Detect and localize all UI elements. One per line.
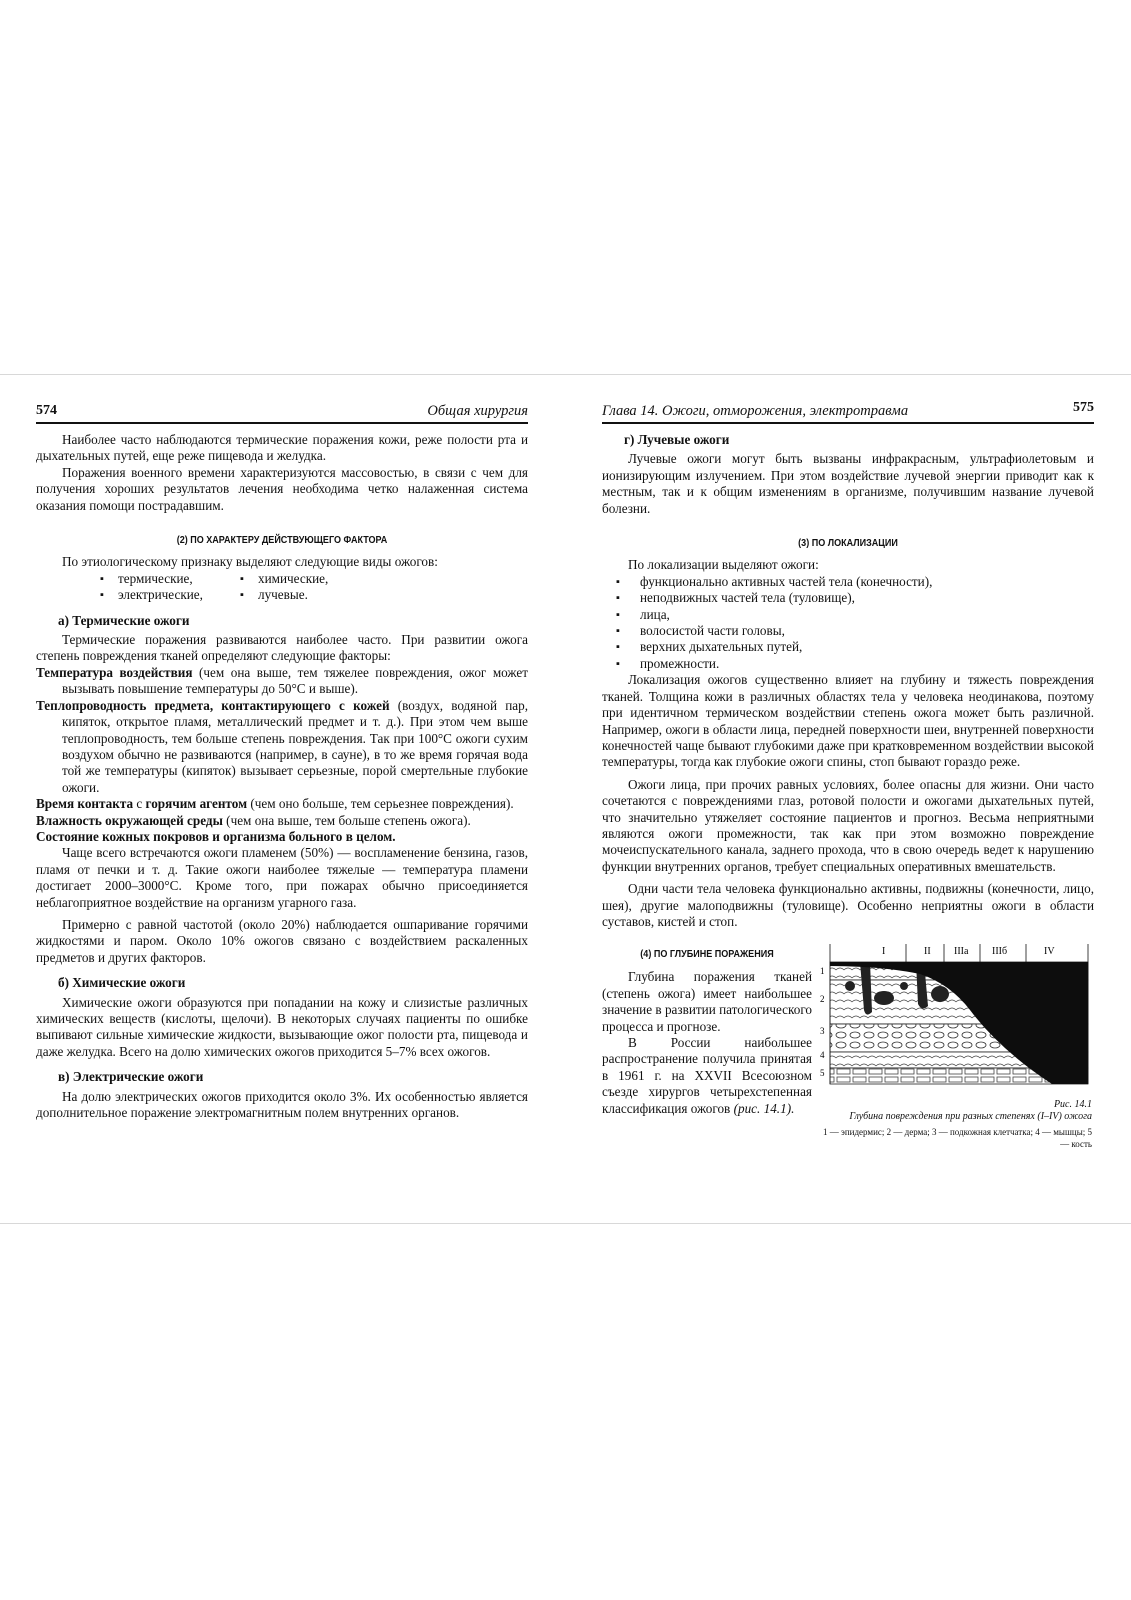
factor-term: Влажность окружающей среды [36,812,223,828]
list-item: ▪ лучевые. [238,587,398,603]
factor-item: Температура воздействия (чем она выше, тем тяжелее повреждения, ожог может вызывать повышение температуры до 50°С и выше). [36,664,528,697]
layer-number: 3 [820,1026,825,1037]
paragraph: Лучевые ожоги могут быть вызваны инфракрасным, ультрафиолетовым и ионизирующим излучением. При этом воздействие лучевой энергии приводит как к местным, так и к общим изменениям в организме, получившим название лучевой болезни. [602,451,1094,516]
figure-14-1 [820,940,1092,1149]
paragraph: В России наибольшее распространение получила принятая в 1961 г. на XXVII Всесоюзном съезде хирургов четырехстепенная классификация ожогов (рис. 14.1). [602,1035,812,1116]
paragraph: По локализации выделяют ожоги: [628,557,819,573]
page-number: 574 [36,402,57,418]
factor-item: Теплопроводность предмета, контактирующего с кожей (воздух, водяной пар, кипяток, открытое пламя, металлический предмет и т. д.). При этом чем выше теплопроводность, тем больше степень повреждения. Так при 100°С ожоги сухим воздухом обычно не развиваются (например, в сауне), в то же время горячая вода той же температуры (кипяток) вызывает серьезные, порой смертельные глубокие ожоги. [36,697,528,795]
paragraph: Одни части тела человека функционально активны, подвижны (конечности, лицо, шея), другие малоподвижны (туловище). Особенно неприятны ожоги в области суставов, кистей и стоп. [602,881,1094,929]
paragraph: Поражения военного времени характеризуются массовостью, в связи с чем для получения хороших результатов лечения необходима четко налаженная система оказания помощи пострадавшим. [36,464,528,513]
degree-label: IV [1044,946,1055,958]
list-item: ▪ верхних дыхательных путей, [614,639,1094,655]
paragraph: Наиболее часто наблюдаются термические поражения кожи, реже полости рта и дыхательных путей, еще реже пищевода и желудка. [36,432,528,464]
degree-label: IIIб [992,946,1008,958]
paragraph: Химические ожоги образуются при попадании на кожу и слизистые различных химических веществ (кислоты, щелочи). В некоторых случаях пациенты по ошибке выпивают сильные химические жидкости, вызывающие ожог полости рта, пищевода и даже желудка. Всего на долю химических ожогов приходится 5–7% всех ожогов. [36,994,528,1059]
factor-term: Состояние кожных покровов и организма больного в целом. [36,828,396,844]
degree-label: IIIa [954,946,969,958]
list-item: ▪ химические, [238,571,398,587]
paragraph: По этиологическому признаку выделяют следующие виды ожогов: [62,554,438,570]
paragraph: Ожоги лица, при прочих равных условиях, более опасны для жизни. Они часто сочетаются с повреждениями глаз, ротовой полости и ожогами дыхательных путей, что значительно утяжеляет состояние пациентов и прогноз. Весьма неприятными являются ожоги промежности, так как при этом возможно повреждение мочеиспускательного канала, заднего прохода, что в свою очередь ведет к нарушению функции внутренних органов, требует специальных оперативных вмешательств. [602,776,1094,874]
factor-term: Температура воздействия [36,664,193,680]
subsection-heading: г) Лучевые ожоги [624,432,730,447]
section-heading: (2) ПО ХАРАКТЕРУ ДЕЙСТВУЮЩЕГО ФАКТОРА [176,534,388,547]
localization-list [602,574,1094,672]
subsection-heading: а) Термические ожоги [58,612,190,628]
figure-title: Глубина повреждения при разных степенях (I–IV) ожога [849,1110,1092,1122]
degree-label: II [924,946,931,958]
figure-reference: (рис. 14.1). [733,1100,795,1116]
figure-caption [820,1099,1092,1150]
paragraph: Термические поражения развиваются наиболее часто. При развитии ожога степень повреждения тканей определяют следующие факторы: [36,632,528,664]
paragraph: На долю электрических ожогов приходится около 3%. Их особенностью является дополнительное поражение электромагнитным полем внутренних органов. [36,1088,528,1121]
left-page-header [36,400,528,424]
degree-label: I [882,946,886,958]
figure-side-text [602,936,812,1117]
list-item: ▪ электрические, [98,587,238,603]
paragraph: Чаще всего встречаются ожоги пламенем (50%) — воспламенение бензина, газов, пламя от печки и т. д. Такие ожоги наиболее тяжелые — температура пламени достигает 2000–3000°С. Кроме того, при пожарах обычно присоединяется неблагоприятное воздействие на организм угарного газа. [36,845,528,910]
paragraph: Локализация ожогов существенно влияет на глубину и тяжесть повреждения тканей. Толщина кожи в различных областях тела у человека неодинакова, поэтому при идентичном термическом воздействии степень ожога может быть различной. Например, ожоги в области лица, передней поверхности шеи, внутренней поверхности конечностей чаще бывают глубокими даже при кратковременном воздействии высокой температуры, тогда как глубокие ожоги спины, стоп бывают гораздо реже. [602,672,1094,770]
running-title: Общая хирургия [427,402,528,419]
figure-section [602,936,1094,1168]
paragraph: Примерно с равной частотой (около 20%) наблюдается ошпаривание горячими жидкостями и паром. Около 10% ожогов связано с воздействием раскаленных предметов и других факторов. [36,916,528,965]
layer-number: 1 [820,966,825,977]
figure-legend: 1 — эпидермис; 2 — дерма; 3 — подкожная клетчатка; 4 — мышцы; 5 — кость [822,1126,1092,1149]
section-heading: (3) ПО ЛОКАЛИЗАЦИИ [798,537,898,550]
factor-item: Время контакта с горячим агентом (чем оно больше, тем серьезнее повреждения). [36,796,514,812]
running-title: Глава 14. Ожоги, отморожения, электротравма [602,402,909,419]
list-item: ▪ промежности. [614,656,1094,672]
figure-label: Рис. 14.1 [1053,1098,1092,1110]
page-number: 575 [1073,399,1094,415]
layer-number: 4 [820,1050,825,1061]
list-item: ▪ волосистой части головы, [614,623,1094,639]
right-page [602,400,1094,1168]
factor-item: Влажность окружающей среды (чем она выше, тем больше степень ожога). [36,812,471,828]
factor-term: Время контакта [36,796,134,812]
left-page [36,400,528,1121]
subsection-heading: б) Химические ожоги [58,975,186,991]
list-item: ▪ неподвижных частей тела (туловище), [614,590,1094,606]
subsection-heading: в) Электрические ожоги [58,1069,204,1085]
factor-item [36,829,528,845]
right-page-header [602,400,1094,424]
list-item: ▪ лица, [614,607,1094,623]
section-heading: (4) ПО ГЛУБИНЕ ПОРАЖЕНИЯ [640,948,774,961]
burn-types-list [98,571,528,604]
layer-number: 2 [820,994,825,1005]
factor-term: Теплопроводность предмета, контактирующего с кожей [36,697,390,713]
burn-depth-diagram [820,940,1092,1090]
list-item: ▪ функционально активных частей тела (конечности), [614,574,1094,590]
paragraph: Глубина поражения тканей (степень ожога) имеет наибольшее значение в развитии патологического процесса и прогнозе. [602,969,812,1034]
layer-number: 5 [820,1068,825,1079]
list-item: ▪ термические, [98,571,238,587]
